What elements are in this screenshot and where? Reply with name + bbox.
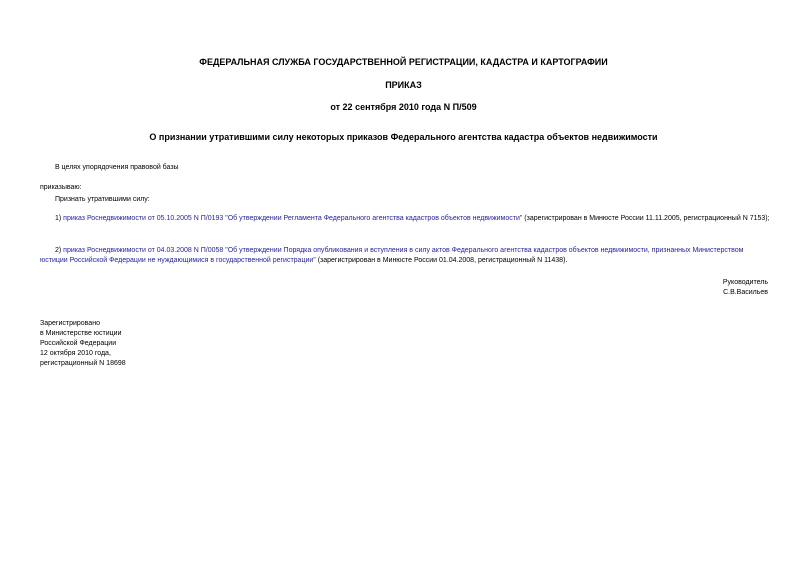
- item-number: 1): [55, 215, 64, 222]
- intro-paragraph: В целях упорядочения правовой базы: [55, 164, 179, 171]
- list-item: [40, 214, 770, 224]
- item-text: (зарегистрирован в Минюсте России 01.04.2008, регистрационный N 11438).: [315, 257, 568, 264]
- document-link[interactable]: приказ Роснедвижимости от 05.10.2005 N П/0193 "Об утверждении Регламента Федерального агентства кадастров объектов недвижимости": [63, 215, 523, 222]
- registration-line: регистрационный N 18698: [40, 360, 126, 367]
- item-text: (зарегистрирован в Минюсте России 11.11.2005, регистрационный N 7153);: [522, 215, 770, 222]
- registration-line: в Министерстве юстиции: [40, 330, 122, 337]
- registration-block: [40, 319, 240, 369]
- document-date: от 22 сентября 2010 года N П/509: [330, 102, 477, 112]
- registration-line: Зарегистрировано: [40, 320, 100, 327]
- list-item: [40, 246, 770, 266]
- order-word: приказываю:: [40, 184, 82, 191]
- registration-line: 12 октября 2010 года,: [40, 350, 111, 357]
- signature-block: [640, 278, 768, 298]
- organization-name: ФЕДЕРАЛЬНАЯ СЛУЖБА ГОСУДАРСТВЕННОЙ РЕГИСТРАЦИИ, КАДАСТРА И КАРТОГРАФИИ: [199, 57, 608, 67]
- item-number: 2): [55, 247, 64, 254]
- declare-paragraph: Признать утратившими силу:: [55, 196, 150, 203]
- document-type: ПРИКАЗ: [385, 80, 422, 90]
- registration-line: Российской Федерации: [40, 340, 117, 347]
- document-title: О признании утратившими силу некоторых приказов Федерального агентства кадастра объектов недвижимости: [149, 132, 658, 142]
- document-link[interactable]: приказ Роснедвижимости от 04.03.2008 N П/0058 "Об утверждении Порядка опубликования и вступления в силу актов Федерального агентства кадастров объектов недвижимости, признанных Министерством юстиции Российской Федерации не нуждающимися в государственной регистрации": [40, 247, 744, 264]
- signatory-position: Руководитель: [722, 279, 768, 286]
- signatory-name: С.В.Васильев: [723, 289, 768, 296]
